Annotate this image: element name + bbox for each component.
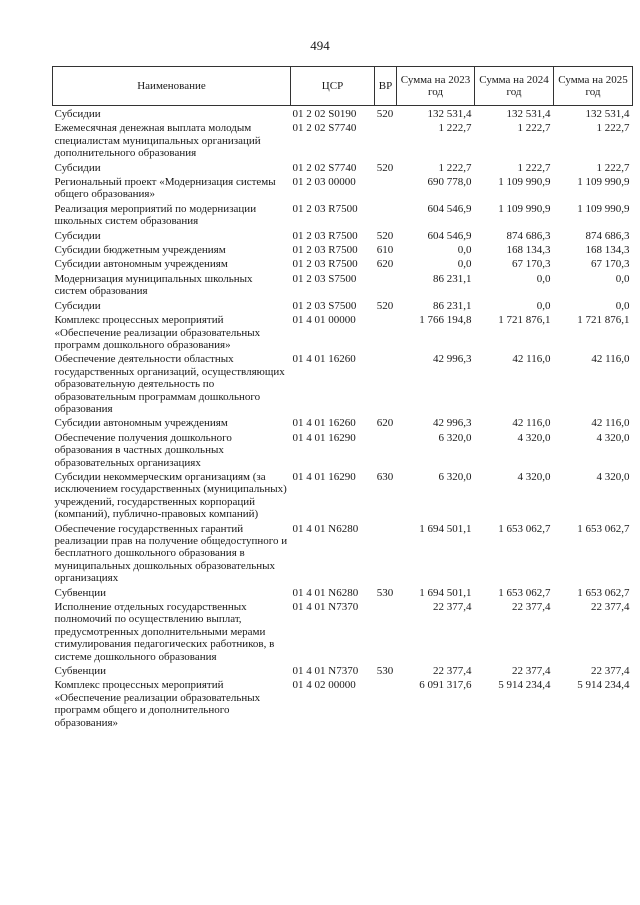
cell-sum-2023: 690 778,0 (427, 176, 472, 189)
cell-sum-2024: 0,0 (536, 299, 551, 312)
cell-sum-2023: 22 377,4 (433, 665, 472, 678)
cell-sum-2025: 4 320,0 (596, 470, 630, 483)
cell-sum-2023: 1 222,7 (438, 161, 472, 174)
cell-vr (375, 174, 397, 201)
cell-sum-2023: 6 320,0 (438, 470, 472, 483)
cell-csr: 01 2 03 00000 (292, 176, 356, 189)
table-row (53, 312, 633, 351)
cell-sum-2025: 1 653 062,7 (577, 522, 630, 535)
cell-name: Комплекс процессных мероприятий «Обеспечение реализации образовательных программ общего и дополнительного образования» (54, 679, 261, 729)
cell-vr: 620 (376, 258, 394, 271)
cell-name: Исполнение отдельных государственных полномочий по осуществлению выплат, предусмотренных дополнительными мерами стимулирования педагогических работников, в системе дошкольного образования (54, 601, 275, 663)
table-row (53, 242, 633, 256)
cell-sum-2024: 1 721 876,1 (498, 314, 551, 327)
page-number: 494 (310, 38, 330, 53)
cell-vr: 630 (376, 470, 394, 483)
cell-csr: 01 4 01 00000 (292, 314, 356, 327)
cell-csr: 01 2 02 S7740 (292, 122, 357, 135)
table-row (53, 430, 633, 469)
cell-vr (375, 430, 397, 469)
cell-sum-2024: 874 686,3 (506, 229, 551, 242)
cell-sum-2023: 6 091 317,6 (419, 679, 472, 692)
cell-sum-2024: 1 109 990,9 (498, 176, 551, 189)
cell-csr: 01 2 03 S7500 (292, 299, 357, 312)
table-row (53, 677, 633, 729)
cell-vr (375, 271, 397, 298)
table-row (53, 599, 633, 663)
cell-sum-2024: 4 320,0 (517, 470, 551, 483)
cell-sum-2023: 1 222,7 (438, 122, 472, 135)
cell-sum-2024: 168 134,3 (506, 244, 551, 257)
cell-sum-2023: 86 231,1 (433, 272, 472, 285)
table-row (53, 201, 633, 228)
cell-vr: 620 (376, 417, 394, 430)
cell-sum-2025: 1 109 990,9 (577, 176, 630, 189)
cell-sum-2025: 168 134,3 (585, 244, 630, 257)
table-row (53, 228, 633, 242)
cell-sum-2024: 1 109 990,9 (498, 202, 551, 215)
cell-vr (375, 201, 397, 228)
cell-sum-2025: 0,0 (615, 272, 630, 285)
cell-csr: 01 4 01 N6280 (292, 586, 359, 599)
cell-sum-2025: 22 377,4 (591, 665, 630, 678)
cell-vr (375, 521, 397, 585)
cell-name: Обеспечение государственных гарантий реализации прав на получение общедоступного и бесплатного дошкольного образования в муниципальных дошкольных образовательных организациях (54, 522, 288, 585)
cell-name: Региональный проект «Модернизация системы общего образования» (54, 176, 276, 201)
table-body (53, 106, 633, 730)
cell-sum-2025: 42 116,0 (591, 417, 630, 430)
cell-name: Обеспечение деятельности областных государственных организаций, осуществляющих образовательную деятельность по образовательным программам дошкольного образования (54, 353, 285, 415)
cell-sum-2023: 1 766 194,8 (419, 314, 472, 327)
cell-vr (375, 599, 397, 663)
cell-name: Комплекс процессных мероприятий «Обеспечение реализации образовательных программ дошкольного образования» (54, 314, 261, 351)
cell-csr: 01 4 01 16290 (292, 470, 356, 483)
cell-sum-2023: 1 694 501,1 (419, 586, 472, 599)
table-header (53, 67, 633, 106)
cell-sum-2024: 1 222,7 (517, 161, 551, 174)
budget-table (52, 66, 633, 729)
header-vr: ВР (375, 67, 397, 106)
cell-vr: 520 (376, 108, 394, 120)
cell-sum-2024: 1 653 062,7 (498, 522, 551, 535)
cell-vr: 530 (376, 586, 394, 599)
table-row (53, 160, 633, 174)
cell-name: Реализация мероприятий по модернизации школьных систем образования (54, 202, 257, 228)
cell-csr: 01 2 03 R7500 (292, 258, 358, 271)
cell-name: Модернизация муниципальных школьных систем образования (54, 272, 253, 298)
cell-csr: 01 4 01 N6280 (292, 522, 359, 535)
header-name: Наименование (53, 67, 291, 106)
cell-sum-2024: 42 116,0 (512, 417, 551, 430)
cell-vr (375, 120, 397, 159)
table-row (53, 585, 633, 599)
cell-sum-2025: 4 320,0 (596, 431, 630, 444)
table-row (53, 271, 633, 298)
table-row (53, 174, 633, 201)
cell-vr (375, 677, 397, 729)
cell-vr: 520 (376, 299, 394, 312)
cell-csr: 01 2 02 S7740 (292, 161, 357, 174)
cell-sum-2024: 22 377,4 (512, 665, 551, 678)
cell-sum-2025: 42 116,0 (591, 353, 630, 366)
cell-name: Субсидии бюджетным учреждениям (54, 244, 226, 257)
cell-sum-2024: 5 914 234,4 (498, 679, 551, 692)
cell-sum-2023: 86 231,1 (433, 299, 472, 312)
cell-sum-2023: 0,0 (457, 258, 472, 271)
cell-name: Субсидии (54, 108, 101, 120)
cell-csr: 01 4 01 N7370 (292, 665, 359, 678)
cell-sum-2025: 1 721 876,1 (577, 314, 630, 327)
cell-vr (375, 351, 397, 415)
cell-sum-2025: 1 222,7 (596, 161, 630, 174)
cell-vr: 520 (376, 161, 394, 174)
cell-sum-2023: 22 377,4 (433, 601, 472, 614)
header-sum-2024: Сумма на 2024 год (475, 67, 554, 106)
cell-sum-2025: 132 531,4 (585, 108, 630, 120)
cell-csr: 01 4 01 16260 (292, 353, 356, 366)
cell-csr: 01 4 01 16290 (292, 431, 356, 444)
cell-sum-2025: 1 222,7 (596, 122, 630, 135)
table-row (53, 120, 633, 159)
cell-sum-2025: 874 686,3 (585, 229, 630, 242)
cell-csr: 01 2 03 R7500 (292, 244, 358, 257)
cell-sum-2024: 1 222,7 (517, 122, 551, 135)
cell-vr (375, 312, 397, 351)
cell-sum-2023: 604 546,9 (427, 229, 472, 242)
cell-sum-2023: 604 546,9 (427, 202, 472, 215)
cell-sum-2023: 1 694 501,1 (419, 522, 472, 535)
cell-sum-2023: 42 996,3 (433, 417, 472, 430)
cell-sum-2024: 132 531,4 (506, 108, 551, 120)
cell-sum-2024: 42 116,0 (512, 353, 551, 366)
cell-vr: 610 (376, 244, 394, 257)
table-row (53, 298, 633, 312)
cell-sum-2023: 0,0 (457, 244, 472, 257)
table-row (53, 351, 633, 415)
cell-csr: 01 2 03 R7500 (292, 202, 358, 215)
cell-csr: 01 2 03 R7500 (292, 229, 358, 242)
header-csr: ЦСР (291, 67, 375, 106)
cell-sum-2024: 22 377,4 (512, 601, 551, 614)
cell-name: Субсидии (54, 299, 101, 312)
cell-name: Субсидии (54, 229, 101, 242)
cell-name: Субсидии автономным учреждениям (54, 417, 228, 430)
table-row (53, 106, 633, 121)
cell-csr: 01 4 01 16260 (292, 417, 356, 430)
table-row (53, 415, 633, 429)
cell-name: Ежемесячная денежная выплата молодым специалистам муниципальных организаций дополнительного образования (54, 122, 261, 160)
cell-name: Обеспечение получения дошкольного образования в частных дошкольных образовательных организациях (54, 431, 232, 469)
table-row (53, 521, 633, 585)
cell-sum-2025: 1 109 990,9 (577, 202, 630, 215)
cell-name: Субвенции (54, 665, 107, 678)
cell-sum-2025: 5 914 234,4 (577, 679, 630, 692)
cell-sum-2025: 0,0 (615, 299, 630, 312)
header-sum-2025: Сумма на 2025 год (554, 67, 633, 106)
header-sum-2023: Сумма на 2023 год (397, 67, 475, 106)
cell-csr: 01 4 02 00000 (292, 679, 356, 692)
cell-sum-2023: 42 996,3 (433, 353, 472, 366)
cell-name: Субвенции (54, 586, 107, 599)
cell-sum-2025: 67 170,3 (591, 258, 630, 271)
cell-sum-2024: 1 653 062,7 (498, 586, 551, 599)
cell-sum-2024: 67 170,3 (512, 258, 551, 271)
cell-name: Субсидии автономным учреждениям (54, 258, 228, 271)
cell-name: Субсидии (54, 161, 101, 174)
cell-csr: 01 2 03 S7500 (292, 272, 357, 285)
cell-sum-2025: 22 377,4 (591, 601, 630, 614)
cell-csr: 01 2 02 S0190 (292, 108, 357, 120)
table-row (53, 469, 633, 521)
cell-csr: 01 4 01 N7370 (292, 601, 359, 614)
cell-vr: 520 (376, 229, 394, 242)
table-row (53, 256, 633, 270)
cell-sum-2024: 0,0 (536, 272, 551, 285)
cell-vr: 530 (376, 665, 394, 678)
cell-name: Субсидии некоммерческим организациям (за исключением государственных (муниципальных) учреждений, государственных корпораций (компаний), публично-правовых компаний) (54, 470, 287, 521)
table-row (53, 663, 633, 677)
cell-sum-2025: 1 653 062,7 (577, 586, 630, 599)
cell-sum-2024: 4 320,0 (517, 431, 551, 444)
cell-sum-2023: 132 531,4 (427, 108, 472, 120)
cell-sum-2023: 6 320,0 (438, 431, 472, 444)
